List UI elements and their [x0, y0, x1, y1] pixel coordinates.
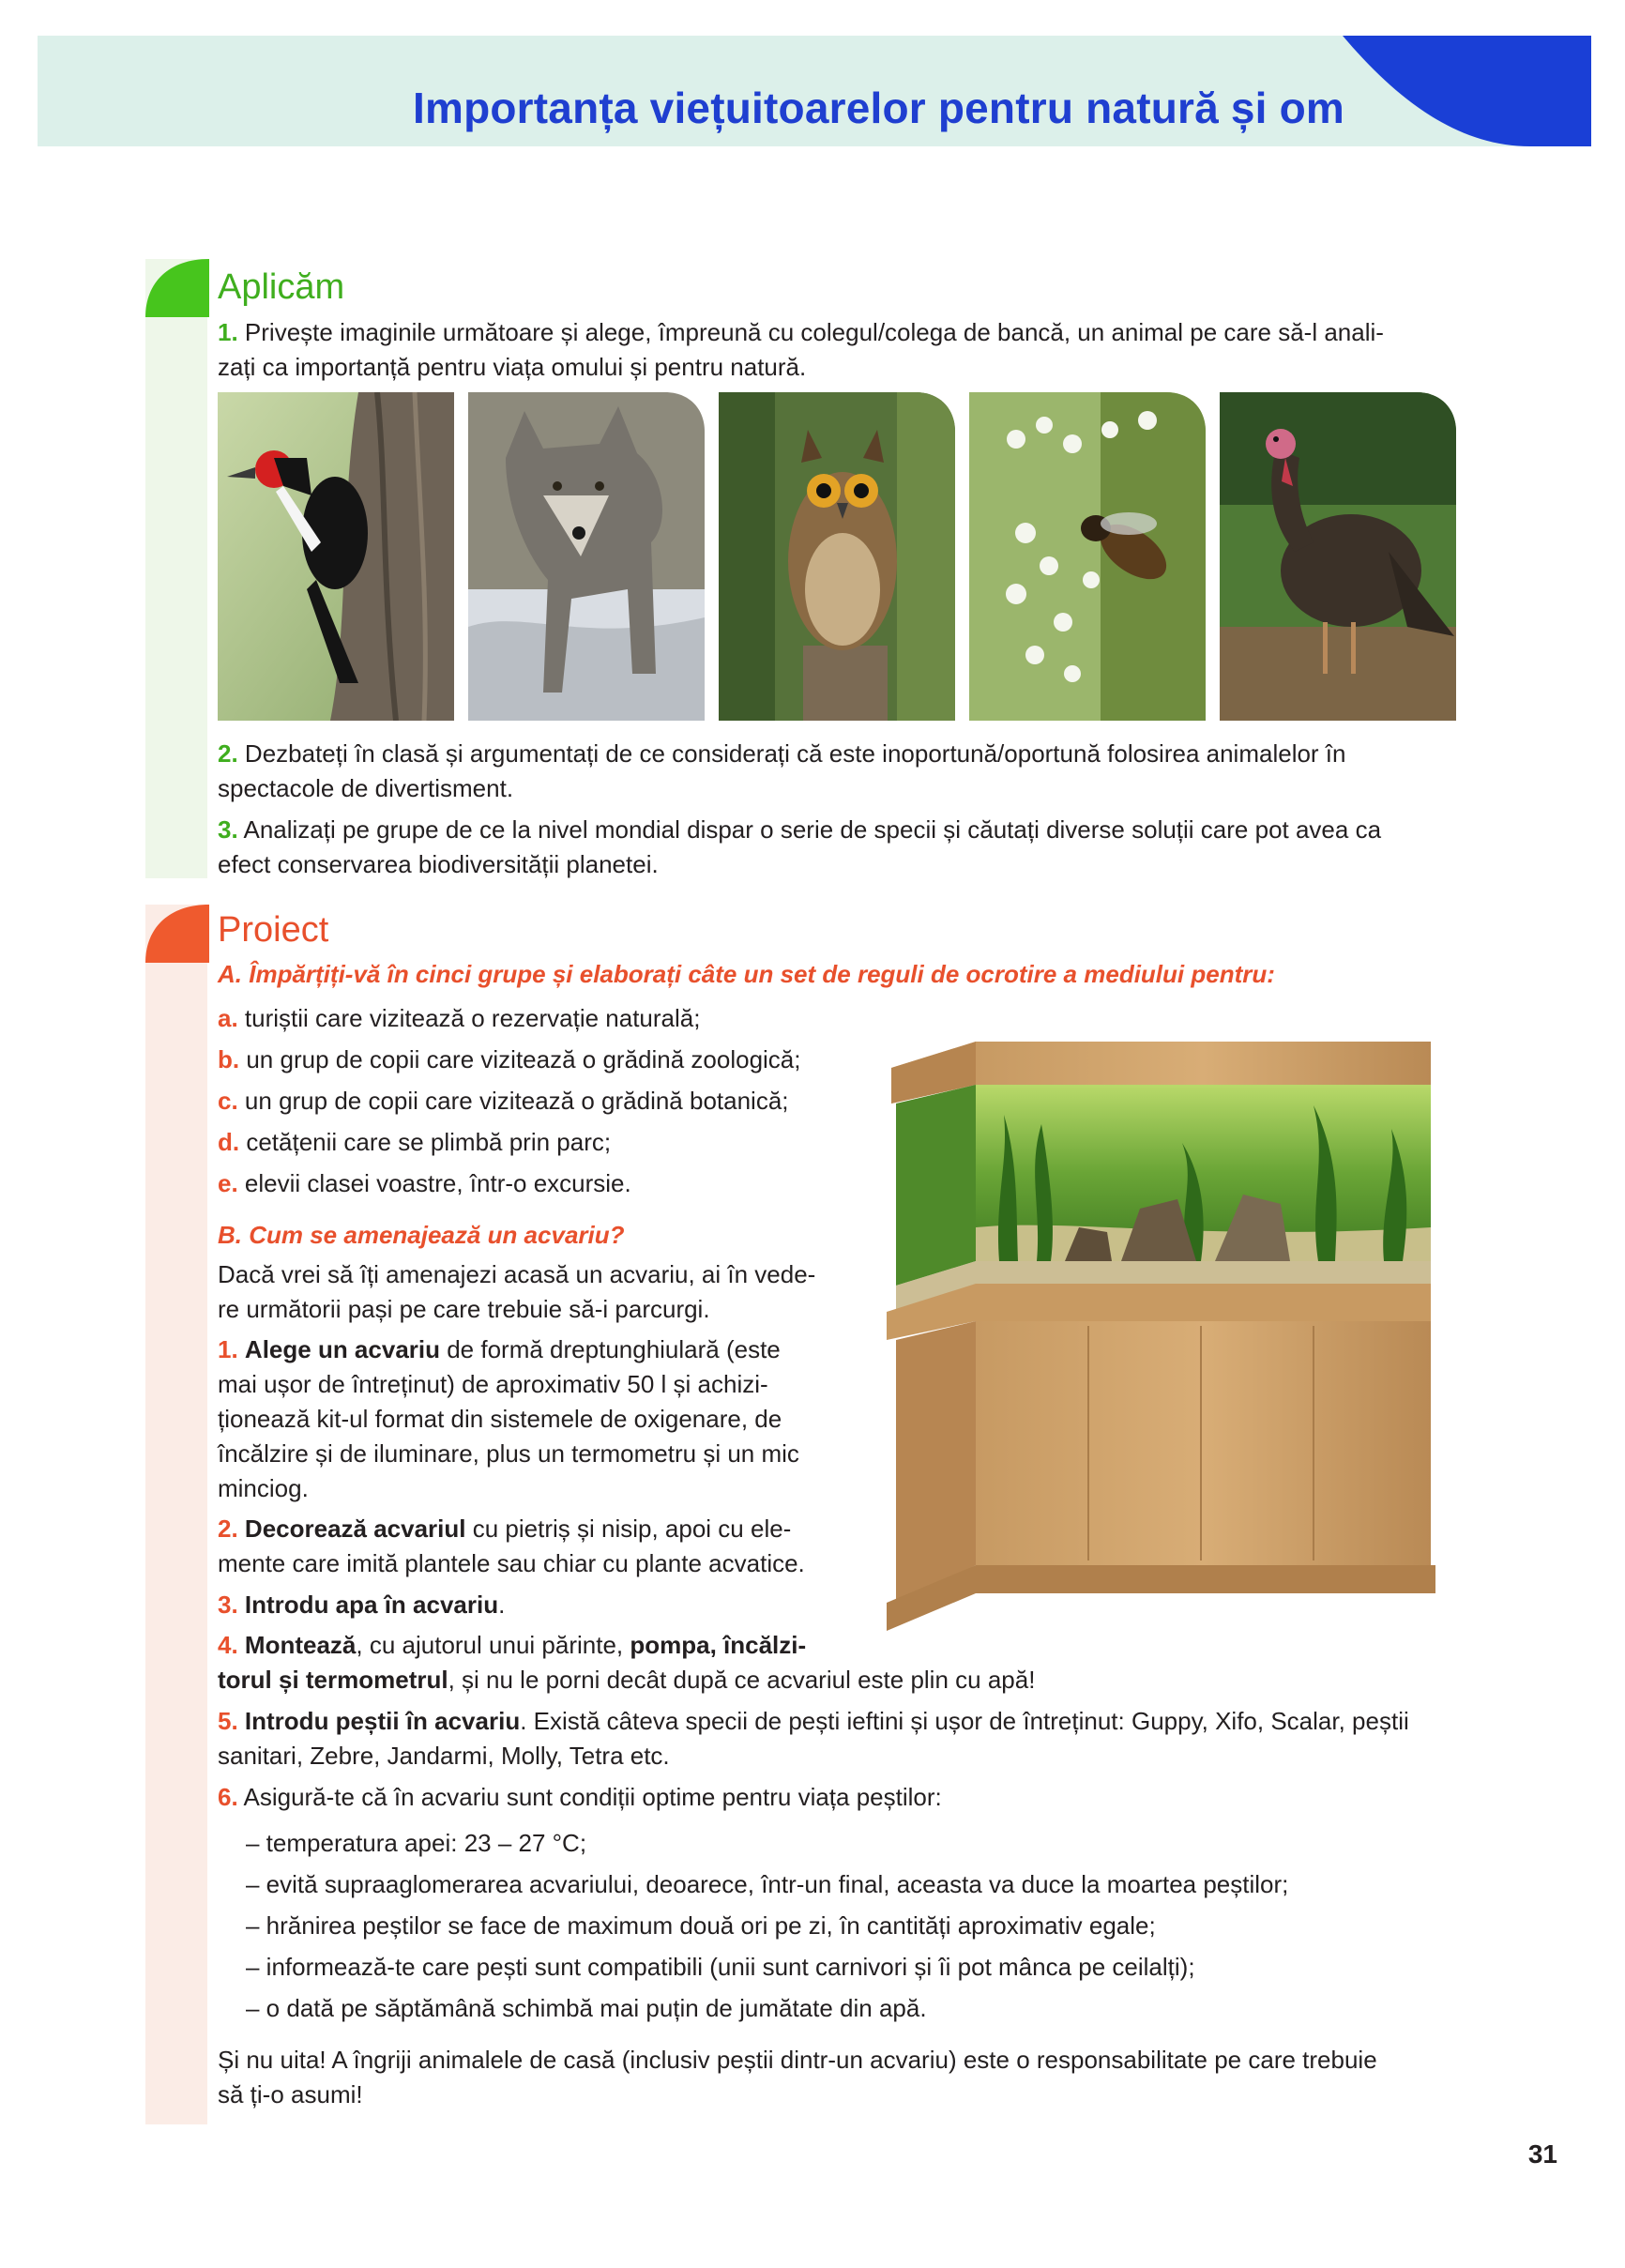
- step-1-line1: de formă dreptunghiulară (este: [440, 1335, 781, 1363]
- step-5: [218, 1704, 1480, 1773]
- item-text: cetățenii care se plimbă prin parc;: [246, 1128, 612, 1156]
- step-1-line2: mai ușor de întreținut) de aproximativ 50 l și achizi-: [218, 1370, 768, 1398]
- step-number: 6.: [218, 1783, 238, 1811]
- step-5-line2: sanitari, Zebre, Jandarmi, Molly, Tetra etc.: [218, 1742, 670, 1770]
- step-number: 4.: [218, 1631, 238, 1659]
- list-item: – hrănirea peștilor se face de maximum două ori pe zi, în cantități aproximativ egale;: [246, 1911, 1156, 1940]
- wolf-photo: [468, 392, 705, 721]
- closing-line1: Și nu uita! A îngriji animalele de casă (inclusiv peștii dintr-un acvariu) este o responsabilitate pe care trebuie: [218, 2046, 1377, 2074]
- step-1-line3: ționează kit-ul format din sistemele de oxigenare, de: [218, 1405, 782, 1433]
- q1-line2: zați ca importanță pentru viața omului și pentru natură.: [218, 353, 807, 381]
- q2-line1: Dezbateți în clasă și argumentați de ce considerați că este inoportună/oportună folosirea animalelor în: [244, 739, 1346, 768]
- item-letter: a.: [218, 1004, 238, 1032]
- step-2-line2: mente care imită plantele sau chiar cu plante acvatice.: [218, 1549, 805, 1577]
- step-6: [218, 1780, 1480, 1815]
- step-4: [218, 1628, 1480, 1697]
- section-b-heading-text: B. Cum se amenajează un acvariu?: [218, 1221, 625, 1249]
- item-letter: c.: [218, 1087, 238, 1115]
- closing-line2: să ți-o asumi!: [218, 2080, 363, 2108]
- list-item: – o dată pe săptămână schimbă mai puțin de jumătate din apă.: [246, 1994, 927, 2022]
- step-3-end: .: [498, 1591, 506, 1619]
- step-4-mid: , cu ajutorul unui părinte,: [356, 1631, 630, 1659]
- q2-line2: spectacole de divertisment.: [218, 774, 514, 802]
- owl-photo: [719, 392, 955, 721]
- aquarium-image: [877, 1040, 1440, 1633]
- list-item: [218, 997, 893, 1039]
- aplicam-side-bar: [145, 259, 207, 878]
- aplicam-tab: [145, 259, 209, 317]
- intro-line2: re următorii pași pe care trebuie să-i parcurgi.: [218, 1295, 710, 1323]
- step-number: 3.: [218, 1591, 238, 1619]
- question-1: [218, 315, 1480, 385]
- step-1-line5: minciog.: [218, 1474, 309, 1502]
- item-letter: e.: [218, 1169, 238, 1197]
- step-3-bold: Introdu apa în acvariu: [244, 1591, 499, 1619]
- q2-number: 2.: [218, 739, 238, 768]
- step-number: 5.: [218, 1707, 238, 1735]
- page-title: Importanța viețuitoarelor pentru natură și om: [413, 84, 1345, 132]
- step-4-end: , și nu le porni decât după ce acvariul este plin cu apă!: [448, 1666, 1036, 1694]
- step-4-bold2: pompa, încălzi-: [630, 1631, 807, 1659]
- proiect-tab: [145, 905, 209, 963]
- section-a-heading-text: A. Împărțiți-vă în cinci grupe și elaborați câte un set de reguli de ocrotire a mediului pentru:: [218, 960, 1275, 988]
- item-text: un grup de copii care vizitează o grădină botanică;: [244, 1087, 789, 1115]
- step-5-line1: . Există câteva specii de pești ieftini și ușor de întreținut: Guppy, Xifo, Scalar, peștii: [520, 1707, 1409, 1735]
- page-number: 31: [1527, 2139, 1557, 2169]
- item-text: turiștii care vizitează o rezervație naturală;: [244, 1004, 701, 1032]
- q3-line1: Analizați pe grupe de ce la nivel mondial dispar o serie de specii și căutați diverse soluții care pot avea ca: [243, 815, 1382, 844]
- step-2: [218, 1512, 844, 1581]
- list-item: [218, 1163, 893, 1204]
- item-letter: d.: [218, 1128, 240, 1156]
- item-text: elevii clasei voastre, într-o excursie.: [244, 1169, 631, 1197]
- woodpecker-photo: [218, 392, 454, 721]
- section-b-heading: [218, 1218, 893, 1253]
- step-1-bold: Alege un acvariu: [244, 1335, 440, 1363]
- step-3: [218, 1588, 844, 1622]
- turkey-photo: [1220, 392, 1456, 721]
- step-number: 1.: [218, 1335, 238, 1363]
- step-1: [218, 1332, 844, 1506]
- intro-line1: Dacă vrei să îți amenajezi acasă un acvariu, ai în vede-: [218, 1260, 816, 1288]
- question-2: [218, 737, 1480, 806]
- aquarium-intro: [218, 1257, 844, 1327]
- step-4-bold3: torul și termometrul: [218, 1666, 448, 1694]
- step-number: 2.: [218, 1515, 238, 1543]
- q1-line1: Privește imaginile următoare și alege, împreună cu colegul/colega de bancă, un animal pe care să-l anali-: [244, 318, 1384, 346]
- list-item: [218, 1039, 893, 1080]
- q3-number: 3.: [218, 815, 238, 844]
- step-6-list: [246, 1822, 1480, 2029]
- item-text: un grup de copii care vizitează o grădină zoologică;: [246, 1045, 801, 1073]
- step-2-line1: cu pietriș și nisip, apoi cu ele-: [465, 1515, 792, 1543]
- step-4-bold1: Montează: [244, 1631, 357, 1659]
- section-a-list: [218, 997, 893, 1204]
- proiect-side-bar: [145, 905, 207, 2124]
- bee-photo: [969, 392, 1206, 721]
- item-letter: b.: [218, 1045, 240, 1073]
- question-3: [218, 813, 1480, 882]
- list-item: [218, 1121, 893, 1163]
- step-5-bold: Introdu peștii în acvariu: [244, 1707, 521, 1735]
- closing-note: [218, 2043, 1480, 2112]
- list-item: [218, 1080, 893, 1121]
- step-1-line4: încălzire și de iluminare, plus un termometru și un mic: [218, 1439, 799, 1468]
- header-corner-shape: [1343, 36, 1591, 146]
- section-a-heading: [218, 957, 1480, 992]
- q3-line2: efect conservarea biodiversității planetei.: [218, 850, 659, 878]
- step-2-bold: Decorează acvariul: [244, 1515, 466, 1543]
- q1-number: 1.: [218, 318, 238, 346]
- proiect-title: Proiect: [218, 910, 329, 950]
- list-item: – informează-te care pești sunt compatibili (unii sunt carnivori și îi pot mânca pe ceilalți);: [246, 1953, 1195, 1981]
- aplicam-title: Aplicăm: [218, 267, 345, 307]
- list-item: – evită supraaglomerarea acvariului, deoarece, într-un final, aceasta va duce la moartea peștilor;: [246, 1870, 1289, 1898]
- list-item: – temperatura apei: 23 – 27 °C;: [246, 1829, 587, 1857]
- step-6-text: Asigură-te că în acvariu sunt condiții optime pentru viața peștilor:: [243, 1783, 942, 1811]
